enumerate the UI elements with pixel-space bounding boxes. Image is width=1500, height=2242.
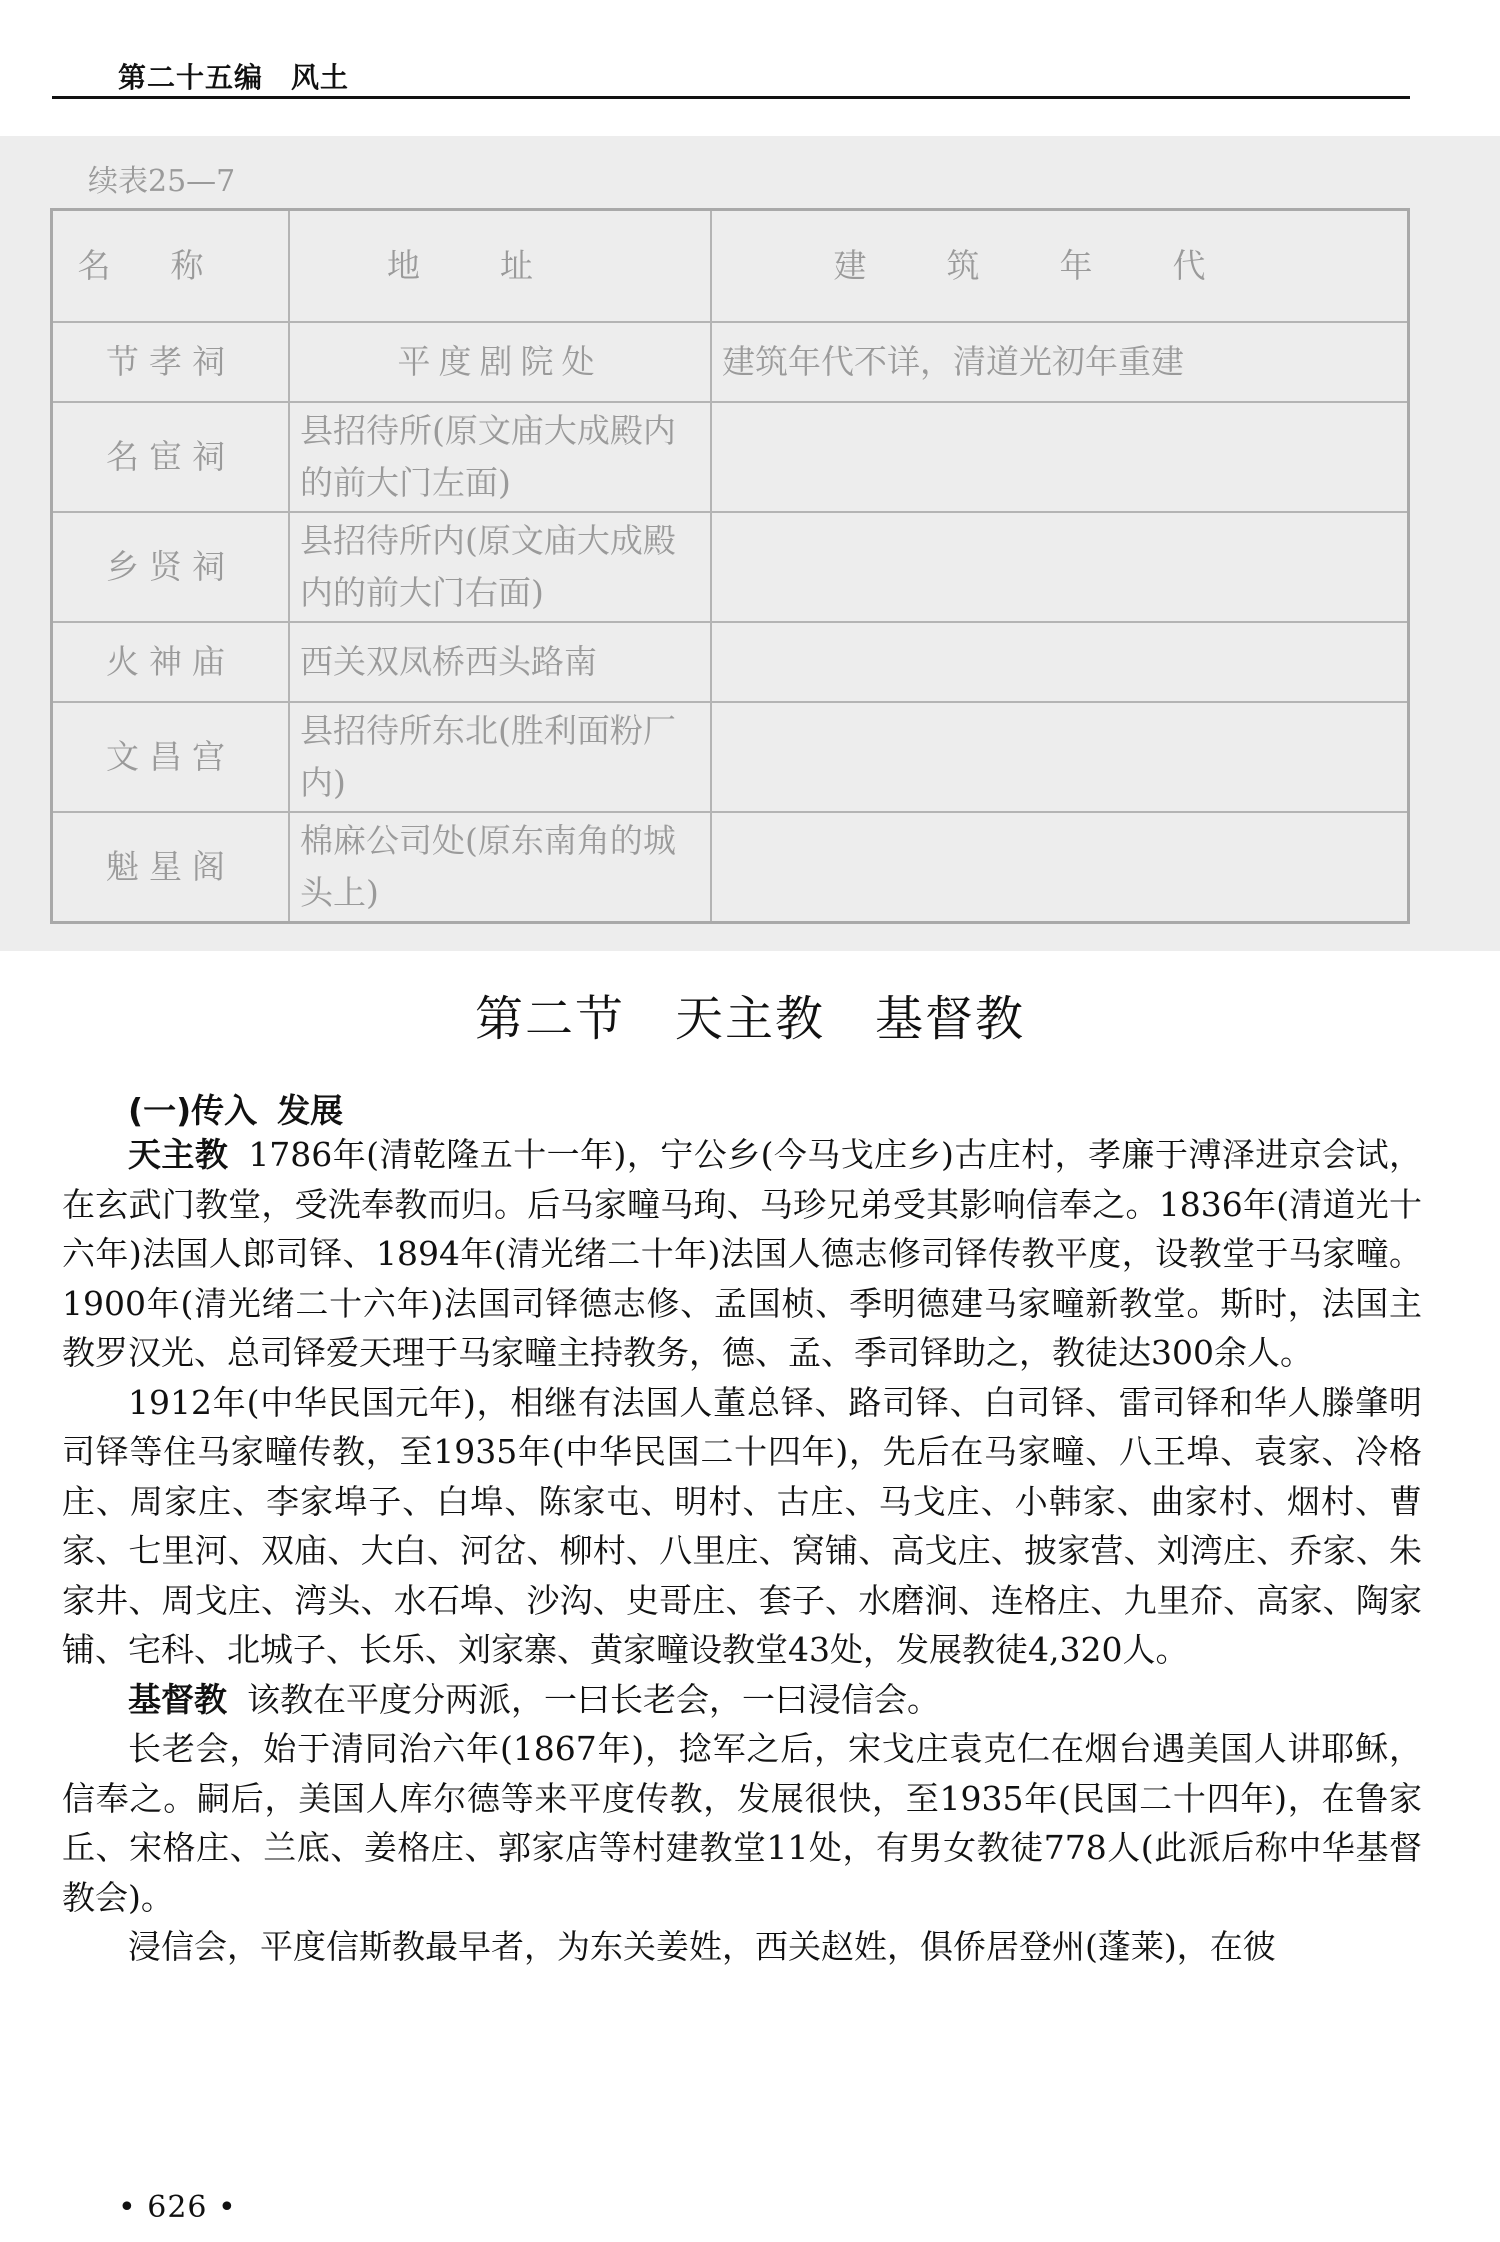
cell-address: 县招待所内(原文庙大成殿内的前大门右面) <box>289 512 711 622</box>
paragraph-term: 天主教 <box>128 1135 229 1174</box>
paragraph <box>62 1675 1422 1725</box>
cell-era <box>711 622 1409 702</box>
cell-address: 棉麻公司处(原东南角的城头上) <box>289 812 711 923</box>
table-row <box>52 812 1409 923</box>
paragraph <box>62 1130 1422 1378</box>
subsection-topic: 发展 <box>277 1091 344 1130</box>
cell-name: 魁星阁 <box>52 812 290 923</box>
cell-name: 节孝祠 <box>52 322 290 402</box>
cell-name: 文昌宫 <box>52 702 290 812</box>
cell-era <box>711 512 1409 622</box>
running-head-title: 风土 <box>291 61 350 94</box>
paragraph-text: 1786年(清乾隆五十一年)，宁公乡(今马戈庄乡)古庄村，孝廉于溥泽进京会试，在玄武门教堂，受洗奉教而归。后马家疃马珣、马珍兄弟受其影响信奉之。1836年(清道光十六年)法国人郎司铎、1894年(清光绪二十年)法国人德志修司铎传教平度，设教堂于马家疃。1900年(清光绪二十六年)法国司铎德志修、孟国桢、季明德建马家疃新教堂。斯时，法国主教罗汉光、总司铎爱天理于马家疃主持教务，德、孟、季司铎助之，教徒达300余人。 <box>62 1135 1423 1372</box>
table-row <box>52 512 1409 622</box>
paragraph <box>62 1724 1422 1922</box>
body-text <box>62 1130 1422 1972</box>
cell-address: 西关双凤桥西头路南 <box>289 622 711 702</box>
cell-name: 名宦祠 <box>52 402 290 512</box>
header-name: 名称 <box>52 210 290 323</box>
table-panel <box>0 136 1500 951</box>
running-head <box>118 56 349 96</box>
page-number: • 626 • <box>118 2190 237 2225</box>
paragraph-text: 浸信会，平度信斯教最早者，为东关姜姓，西关赵姓，俱侨居登州(蓬莱)，在彼 <box>128 1927 1276 1966</box>
header-rule <box>52 96 1410 99</box>
section-number: 第二节 <box>474 991 625 1047</box>
cell-name: 乡贤祠 <box>52 512 290 622</box>
header-address: 地址 <box>289 210 711 323</box>
cell-era <box>711 402 1409 512</box>
paragraph-text: 该教在平度分两派，一曰长老会，一曰浸信会。 <box>247 1679 940 1719</box>
table-row <box>52 622 1409 702</box>
cell-era <box>711 812 1409 923</box>
cell-address: 县招待所(原文庙大成殿内的前大门左面) <box>289 402 711 512</box>
sites-table <box>50 208 1410 924</box>
table-caption: 续表25—7 <box>88 164 236 199</box>
subsection-label: (一)传入 <box>128 1091 258 1130</box>
paragraph <box>62 1922 1422 1972</box>
cell-name: 火神庙 <box>52 622 290 702</box>
table-row <box>52 402 1409 512</box>
paragraph <box>62 1378 1422 1675</box>
section-title <box>0 980 1500 1049</box>
paragraph-text: 1912年(中华民国元年)，相继有法国人董总铎、路司铎、白司铎、雷司铎和华人滕肇明司铎等住马家疃传教，至1935年(中华民国二十四年)，先后在马家疃、八王埠、袁家、冷格庄、周家庄、李家埠子、白埠、陈家屯、明村、古庄、马戈庄、小韩家、曲家村、烟村、曹家、七里河、双庙、大白、河岔、柳村、八里庄、窝铺、高戈庄、披家营、刘湾庄、乔家、朱家井、周戈庄、湾头、水石埠、沙沟、史哥庄、套子、水磨涧、连格庄、九里夼、高家、陶家铺、宅科、北城子、长乐、刘家寨、黄家疃设教堂43处，发展教徒4,320人。 <box>62 1382 1422 1669</box>
paragraph-term: 基督教 <box>128 1679 227 1719</box>
table-row <box>52 702 1409 812</box>
running-head-part: 第二十五编 <box>118 61 264 94</box>
cell-era: 建筑年代不详，清道光初年重建 <box>711 322 1409 402</box>
section-title-b: 基督教 <box>875 991 1026 1047</box>
paragraph-text: 长老会，始于清同治六年(1867年)，捻军之后，宋戈庄袁克仁在烟台遇美国人讲耶稣，信奉之。嗣后，美国人库尔德等来平度传教，发展很快，至1935年(民国二十四年)，在鲁家丘、宋格庄、兰底、姜格庄、郭家店等村建教堂11处，有男女教徒778人(此派后称中华基督教会)。 <box>62 1729 1422 1917</box>
table-header-row <box>52 210 1409 323</box>
cell-address: 县招待所东北(胜利面粉厂内) <box>289 702 711 812</box>
cell-address: 平度剧院处 <box>289 322 711 402</box>
header-era: 建筑年代 <box>711 210 1409 323</box>
section-title-a: 天主教 <box>674 991 825 1047</box>
cell-era <box>711 702 1409 812</box>
table-row <box>52 322 1409 402</box>
subsection-heading <box>128 1085 343 1132</box>
